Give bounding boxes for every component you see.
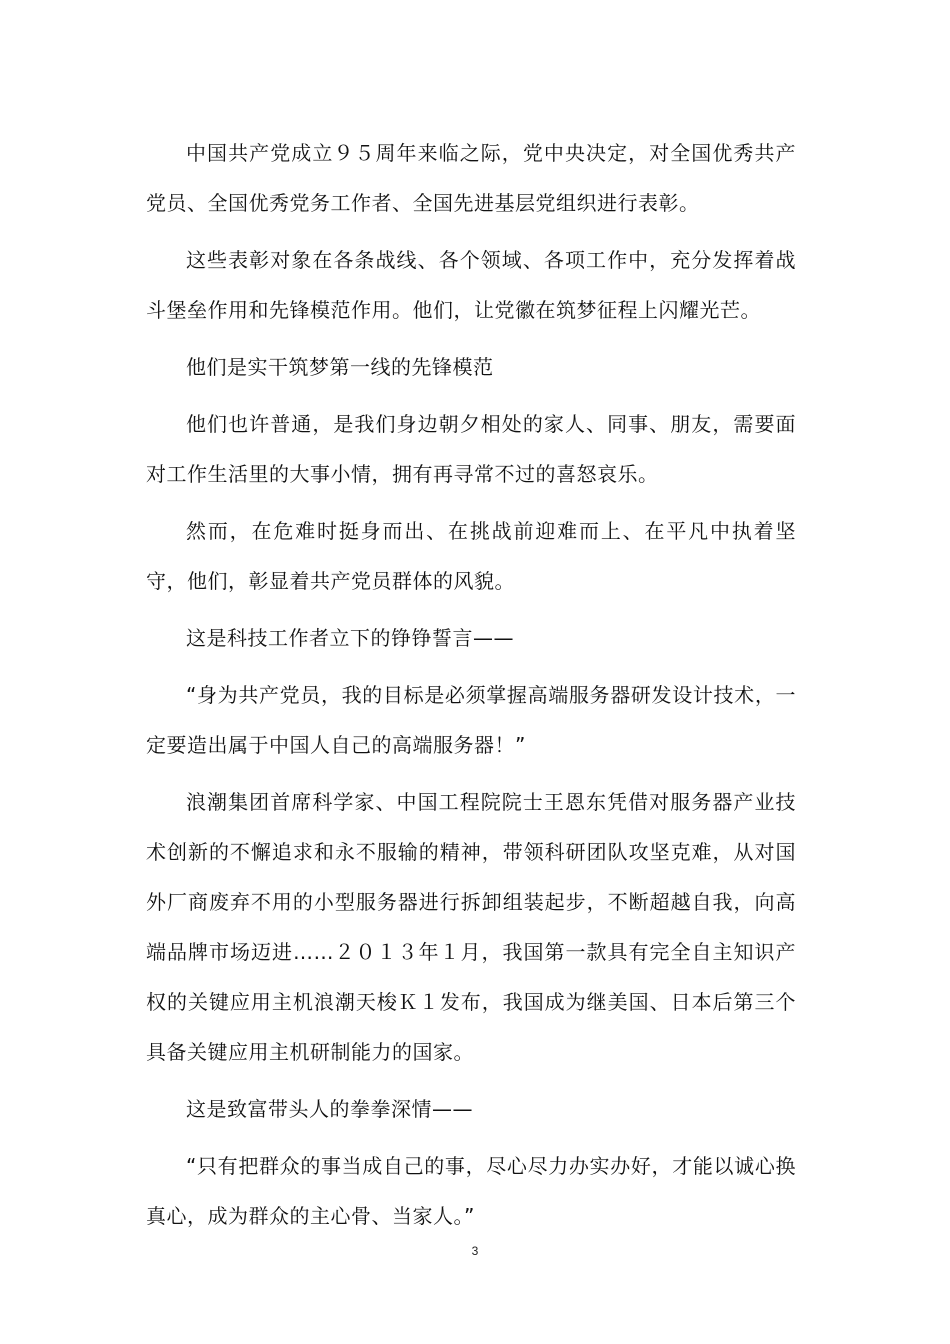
paragraph: 然而，在危难时挺身而出、在挑战前迎难而上、在平凡中执着坚守，他们，彰显着共产党员群体的风貌。 bbox=[146, 519, 796, 593]
paragraph: 这是致富带头人的拳拳深情—— bbox=[186, 1097, 473, 1121]
paragraph: “身为共产党员，我的目标是必须掌握高端服务器研发设计技术，一定要造出属于中国人自己的高端服务器！” bbox=[146, 683, 796, 757]
paragraph: 中国共产党成立９５周年来临之际，党中央决定，对全国优秀共产党员、全国优秀党务工作者、全国先进基层党组织进行表彰。 bbox=[146, 141, 796, 215]
paragraph: 他们是实干筑梦第一线的先锋模范 bbox=[186, 355, 494, 379]
page-number: 3 bbox=[471, 1244, 479, 1258]
paragraph: 这些表彰对象在各条战线、各个领域、各项工作中，充分发挥着战斗堡垒作用和先锋模范作用。他们，让党徽在筑梦征程上闪耀光芒。 bbox=[146, 248, 796, 322]
paragraph: “只有把群众的事当成自己的事，尽心尽力办实办好，才能以诚心换真心，成为群众的主心骨、当家人。” bbox=[146, 1154, 796, 1228]
paragraph: 浪潮集团首席科学家、中国工程院院士王恩东凭借对服务器产业技术创新的不懈追求和永不服输的精神，带领科研团队攻坚克难，从对国外厂商废弃不用的小型服务器进行拆卸组装起步，不断超越自我，向高端品牌市场迈进……２０１３年１月，我国第一款具有完全自主知识产权的关键应用主机浪潮天梭Ｋ１发布，我国成为继美国、日本后第三个具备关键应用主机研制能力的国家。 bbox=[146, 790, 796, 1064]
paragraph: 他们也许普通，是我们身边朝夕相处的家人、同事、朋友，需要面对工作生活里的大事小情，拥有再寻常不过的喜怒哀乐。 bbox=[146, 412, 796, 486]
paragraph: 这是科技工作者立下的铮铮誓言—— bbox=[186, 626, 514, 650]
document-body bbox=[146, 128, 796, 1248]
